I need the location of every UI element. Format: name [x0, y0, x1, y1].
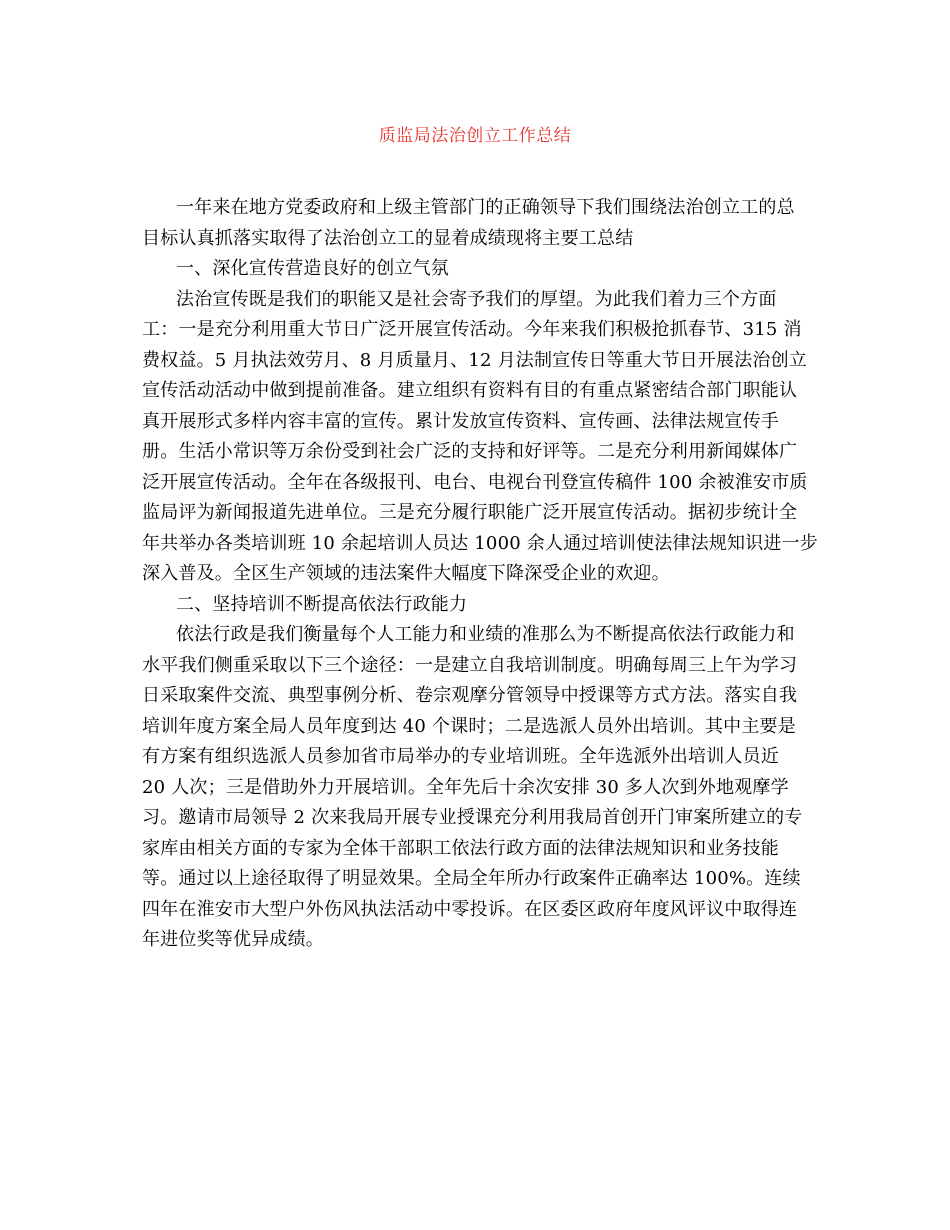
body-line: 家库由相关方面的专家为全体干部职工依法行政方面的法律法规知识和业务技能 [142, 837, 779, 859]
body-line: 等。通过以上途径取得了明显效果。全局全年所办行政案件正确率达 100%。连续 [142, 868, 801, 889]
body-line: 目标认真抓落实取得了法治创立工的显着成绩现将主要工总结 [142, 227, 634, 249]
body-line: 日采取案件交流、典型事例分析、卷宗观摩分管领导中授课等方式方法。落实自我 [142, 685, 798, 706]
body-line: 监局评为新闻报道先进单位。三是充分履行职能广泛开展宣传活动。据初步统计全 [142, 502, 798, 523]
document-body [142, 193, 818, 956]
body-line: 法治宣传既是我们的职能又是社会寄予我们的厚望。为此我们着力三个方面 [176, 288, 777, 310]
body-line: 费权益。5 月执法效劳月、8 月质量月、12 月法制宣传日等重大节日开展法治创立 [142, 349, 807, 371]
body-line: 深入普及。全区生产领域的违法案件大幅度下降深受企业的欢迎。 [142, 563, 670, 584]
document-title: 质监局法治创立工作总结 [378, 126, 572, 146]
body-line: 年进位奖等优异成绩。 [142, 929, 324, 950]
body-line: 真开展形式多样内容丰富的宣传。累计发放宣传资料、宣传画、法律法规宣传手 [142, 410, 779, 432]
body-line: 依法行政是我们衡量每个人工能力和业绩的准那么为不断提高依法行政能力和 [176, 624, 795, 645]
body-line: 20 人次；三是借助外力开展培训。全年先后十余次安排 30 多人次到外地观摩学 [142, 776, 789, 798]
body-line: 习。邀请市局领导 2 次来我局开展专业授课充分利用我局首创开门审案所建立的专 [142, 807, 803, 828]
body-line: 册。生活小常识等万余份受到社会广泛的支持和好评等。二是充分利用新闻媒体广 [142, 441, 798, 462]
body-line: 一、深化宣传营造良好的创立气氛 [176, 258, 449, 279]
body-line: 宣传活动活动中做到提前准备。建立组织有资料有目的有重点紧密结合部门职能认 [142, 380, 798, 401]
body-line: 年共举办各类培训班 10 余起培训人员达 1000 余人通过培训使法律法规知识进一步 [142, 532, 818, 554]
body-line: 水平我们侧重采取以下三个途径：一是建立自我培训制度。明确每周三上午为学习 [142, 654, 798, 676]
body-line: 四年在淮安市大型户外伤风执法活动中零投诉。在区委区政府年度风评议中取得连 [142, 898, 798, 920]
body-line: 一年来在地方党委政府和上级主管部门的正确领导下我们围绕法治创立工的总 [176, 197, 795, 218]
body-line: 培训年度方案全局人员年度到达 40 个课时；二是选派人员外出培训。其中主要是 [142, 715, 796, 737]
body-line: 泛开展宣传活动。全年在各级报刊、电台、电视台刊登宣传稿件 100 余被淮安市质 [142, 471, 808, 493]
body-line: 二、坚持培训不断提高依法行政能力 [176, 593, 468, 615]
body-line: 有方案有组织选派人员参加省市局举办的专业培训班。全年选派外出培训人员近 [142, 746, 779, 767]
body-line: 工：一是充分利用重大节日广泛开展宣传活动。今年来我们积极抢抓春节、315 消 [142, 319, 802, 340]
